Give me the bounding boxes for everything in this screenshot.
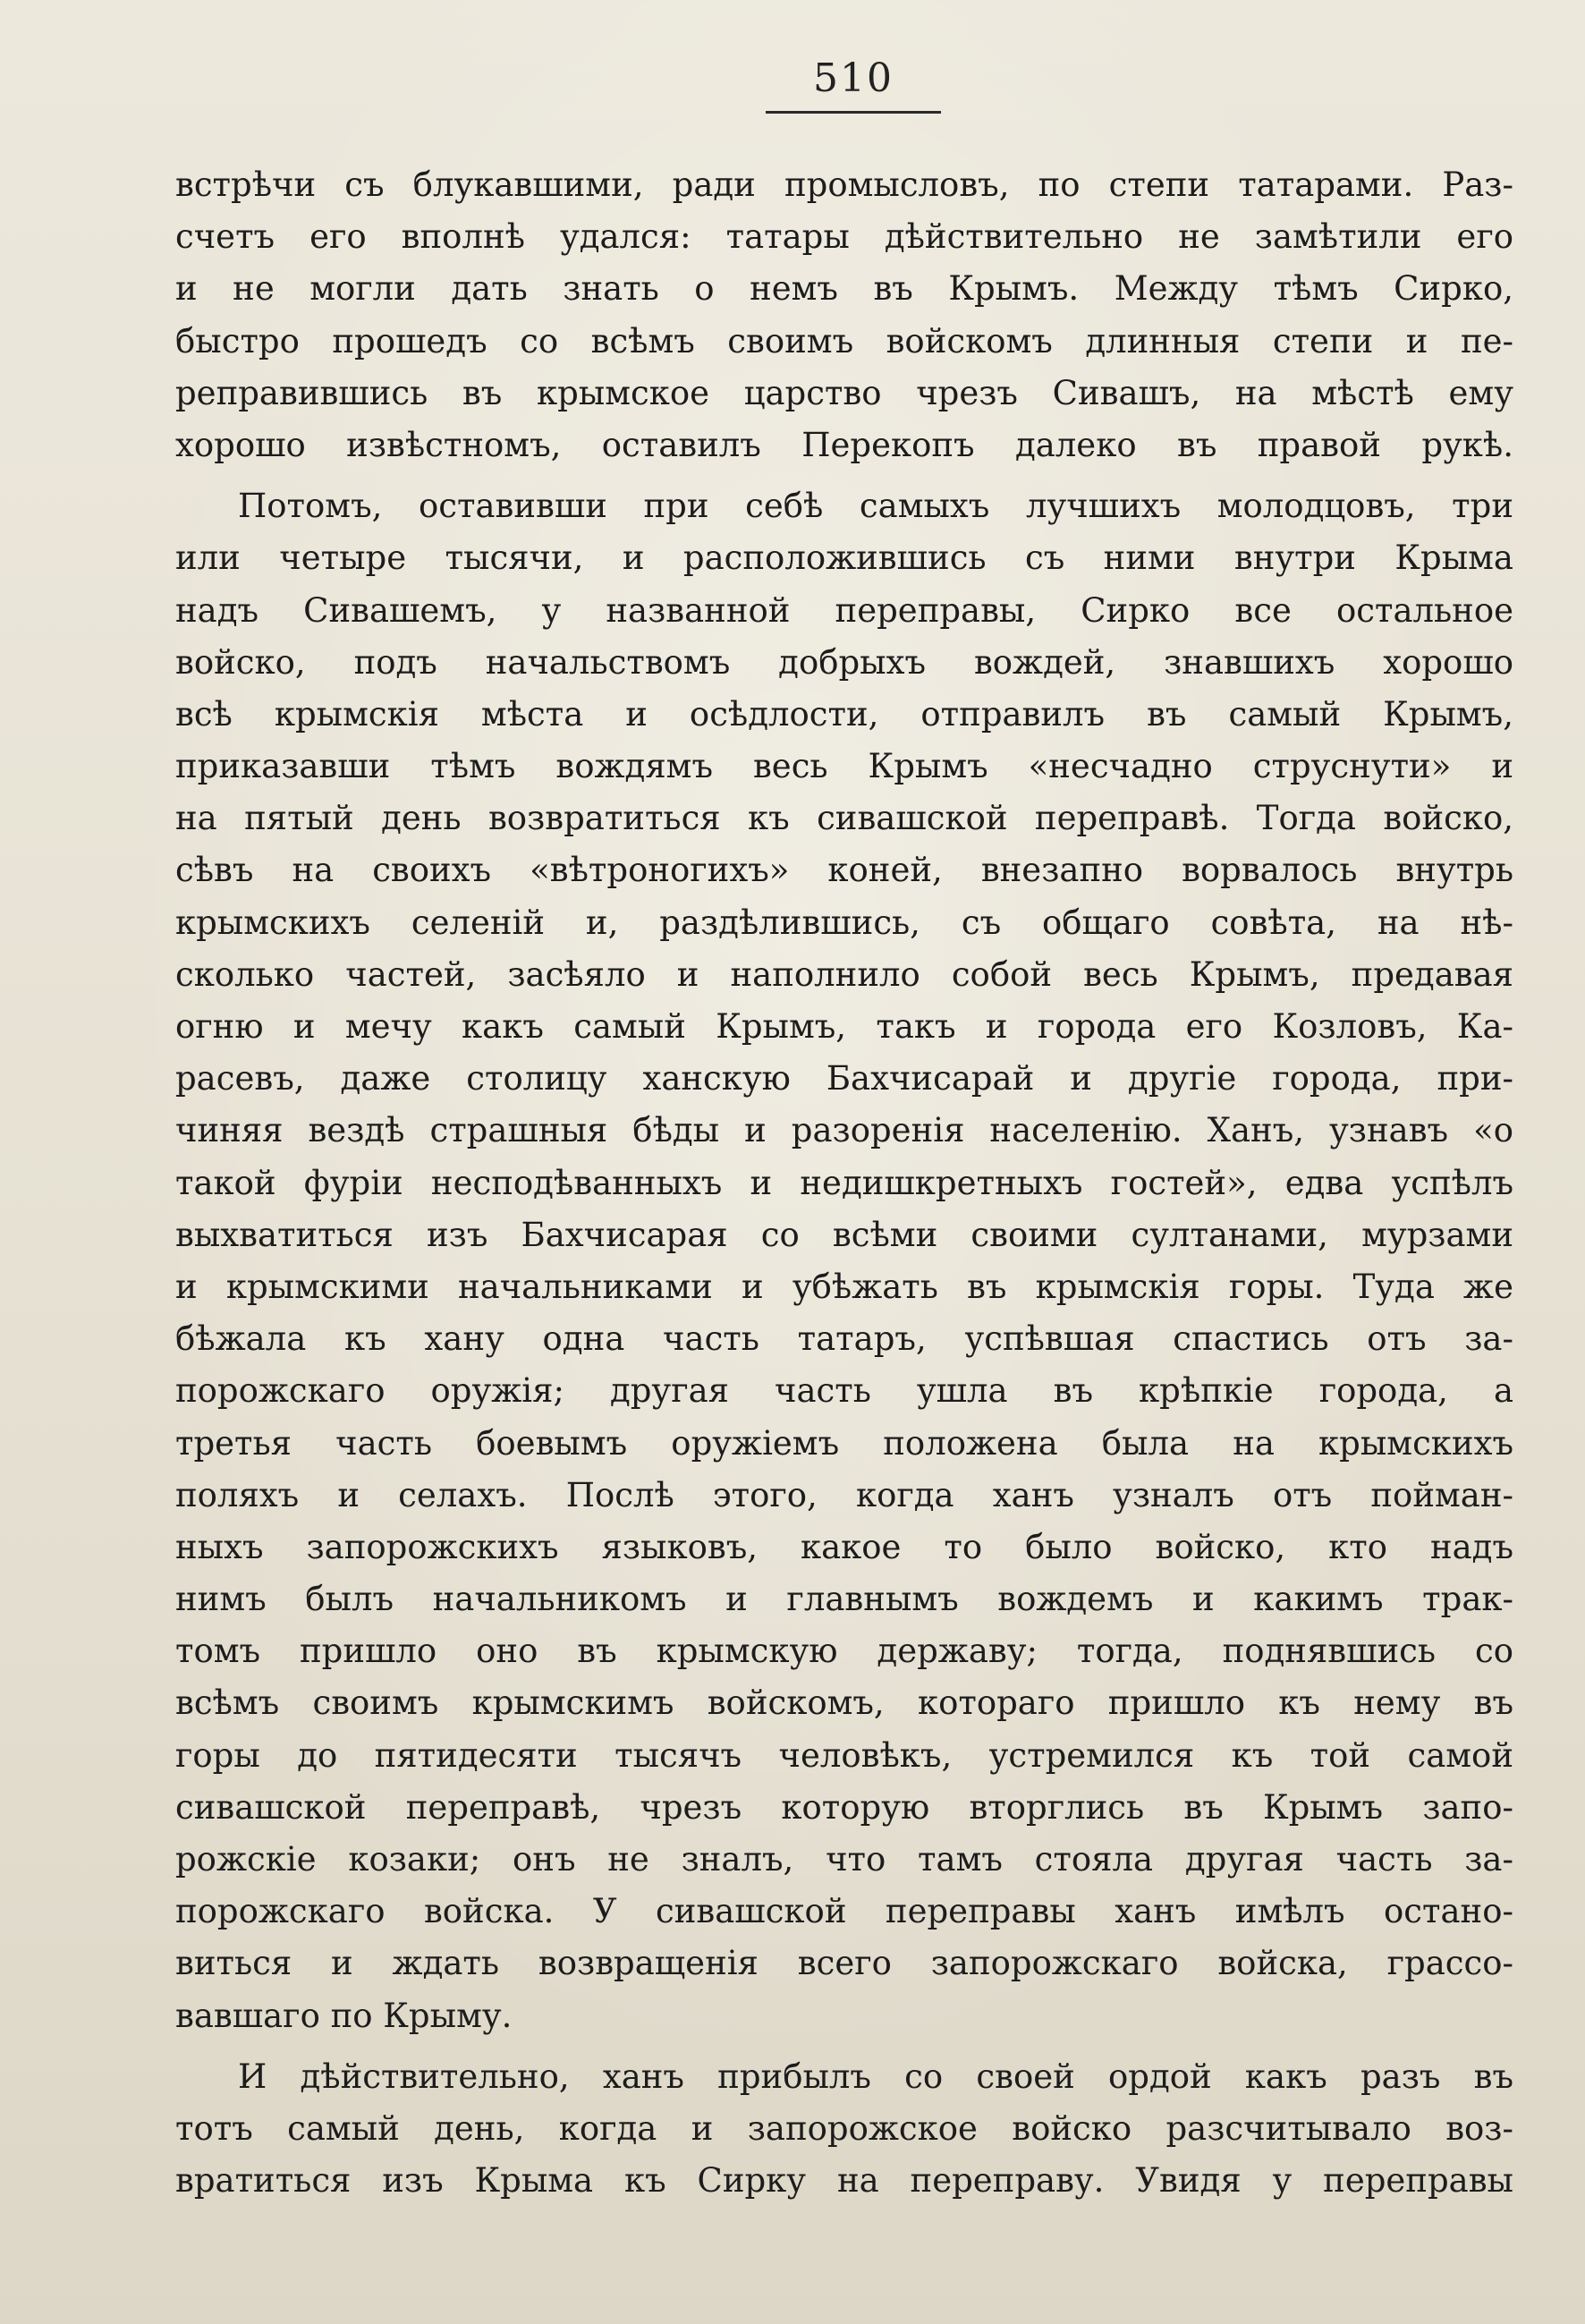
text-line: такой фуріи несподѣванныхъ и недишкретныхъ гостей», едва успѣлъ	[175, 1163, 1513, 1202]
paragraph-2	[175, 480, 1513, 2042]
text-line: всѣмъ своимъ крымскимъ войскомъ, котораго пришло къ нему въ	[175, 1684, 1513, 1723]
text-line: сивашской переправѣ, чрезъ которую вторглись въ Крымъ запо-	[175, 1787, 1513, 1827]
text-line: третья часть боевымъ оружіемъ положена была на крымскихъ	[175, 1423, 1513, 1463]
page-number: 510	[813, 55, 894, 101]
text-line: порожскаго оружія; другая часть ушла въ крѣпкіе города, а	[175, 1371, 1513, 1411]
text-line: вратиться изъ Крыма къ Сирку на переправу. Увидя у переправы	[175, 2161, 1513, 2201]
text-line: надъ Сивашемъ, у названной переправы, Сирко все остальное	[175, 590, 1513, 630]
text-line: виться и ждать возвращенія всего запорожскаго войска, грассо-	[175, 1944, 1513, 1983]
text-line: тотъ самый день, когда и запорожское войско разсчитывало воз-	[175, 2108, 1513, 2148]
text-line: И дѣйствительно, ханъ прибылъ со своей ордой какъ разъ въ	[238, 2057, 1513, 2096]
text-line: реправившись въ крымское царство чрезъ Сивашъ, на мѣстѣ ему	[175, 373, 1513, 412]
text-line: огню и мечу какъ самый Крымъ, такъ и города его Козловъ, Ка-	[175, 1007, 1513, 1046]
text-line: выхватиться изъ Бахчисарая со всѣми своими султанами, мурзами	[175, 1215, 1513, 1254]
text-line: горы до пятидесяти тысячъ человѣкъ, устремился къ той самой	[175, 1735, 1513, 1775]
text-line: ныхъ запорожскихъ языковъ, какое то было войско, кто надъ	[175, 1527, 1513, 1566]
text-line: приказавши тѣмъ вождямъ весь Крымъ «несчадно струснути» и	[175, 747, 1513, 786]
paragraph-3	[175, 2051, 1513, 2208]
text-line: бѣжала къ хану одна часть татаръ, успѣвшая спастись отъ за-	[175, 1319, 1513, 1359]
text-line: Потомъ, оставивши при себѣ самыхъ лучшихъ молодцовъ, три	[238, 487, 1513, 526]
text-line: встрѣчи съ блукавшими, ради промысловъ, по степи татарами. Раз-	[175, 165, 1513, 204]
text-line: на пятый день возвратиться къ сивашской переправѣ. Тогда войско,	[175, 799, 1513, 838]
text-line: счетъ его вполнѣ удался: татары дѣйствительно не замѣтили его	[175, 217, 1513, 257]
text-line: быстро прошедъ со всѣмъ своимъ войскомъ длинныя степи и пе-	[175, 321, 1513, 360]
text-line: всѣ крымскія мѣста и осѣдлости, отправилъ въ самый Крымъ,	[175, 694, 1513, 734]
text-line: сколько частей, засѣяло и наполнило собой весь Крымъ, предавая	[175, 954, 1513, 994]
page-number-rule	[766, 111, 941, 114]
paragraph-1	[175, 159, 1513, 471]
text-line: и крымскими начальниками и убѣжать въ крымскія горы. Туда же	[175, 1267, 1513, 1306]
text-line: рожскіе козаки; онъ не зналъ, что тамъ стояла другая часть за-	[175, 1840, 1513, 1879]
text-line: порожскаго войска. У сивашской переправы ханъ имѣлъ остано-	[175, 1892, 1513, 1931]
text-line: сѣвъ на своихъ «вѣтроногихъ» коней, внезапно ворвалось внутрь	[175, 851, 1513, 890]
text-line: войско, подъ начальствомъ добрыхъ вождей, знавшихъ хорошо	[175, 642, 1513, 682]
body-text	[175, 159, 1513, 2207]
text-line: расевъ, даже столицу ханскую Бахчисарай и другіе города, при-	[175, 1059, 1513, 1098]
text-line: нимъ былъ начальникомъ и главнымъ вождемъ и какимъ трак-	[175, 1580, 1513, 1619]
text-line: вавшаго по Крыму.	[175, 1996, 513, 2035]
text-line: поляхъ и селахъ. Послѣ этого, когда ханъ узналъ отъ пойман-	[175, 1475, 1513, 1514]
text-line: чиняя вездѣ страшныя бѣды и разоренія населенію. Ханъ, узнавъ «о	[175, 1111, 1513, 1150]
text-line: хорошо извѣстномъ, оставилъ Перекопъ далеко въ правой рукѣ.	[175, 425, 1513, 464]
text-line: или четыре тысячи, и расположившись съ ними внутри Крыма	[175, 539, 1513, 578]
text-line: и не могли дать знать о немъ въ Крымъ. Между тѣмъ Сирко,	[175, 269, 1513, 309]
text-line: крымскихъ селеній и, раздѣлившись, съ общаго совѣта, на нѣ-	[175, 903, 1513, 942]
text-line: томъ пришло оно въ крымскую державу; тогда, поднявшись со	[175, 1632, 1513, 1671]
